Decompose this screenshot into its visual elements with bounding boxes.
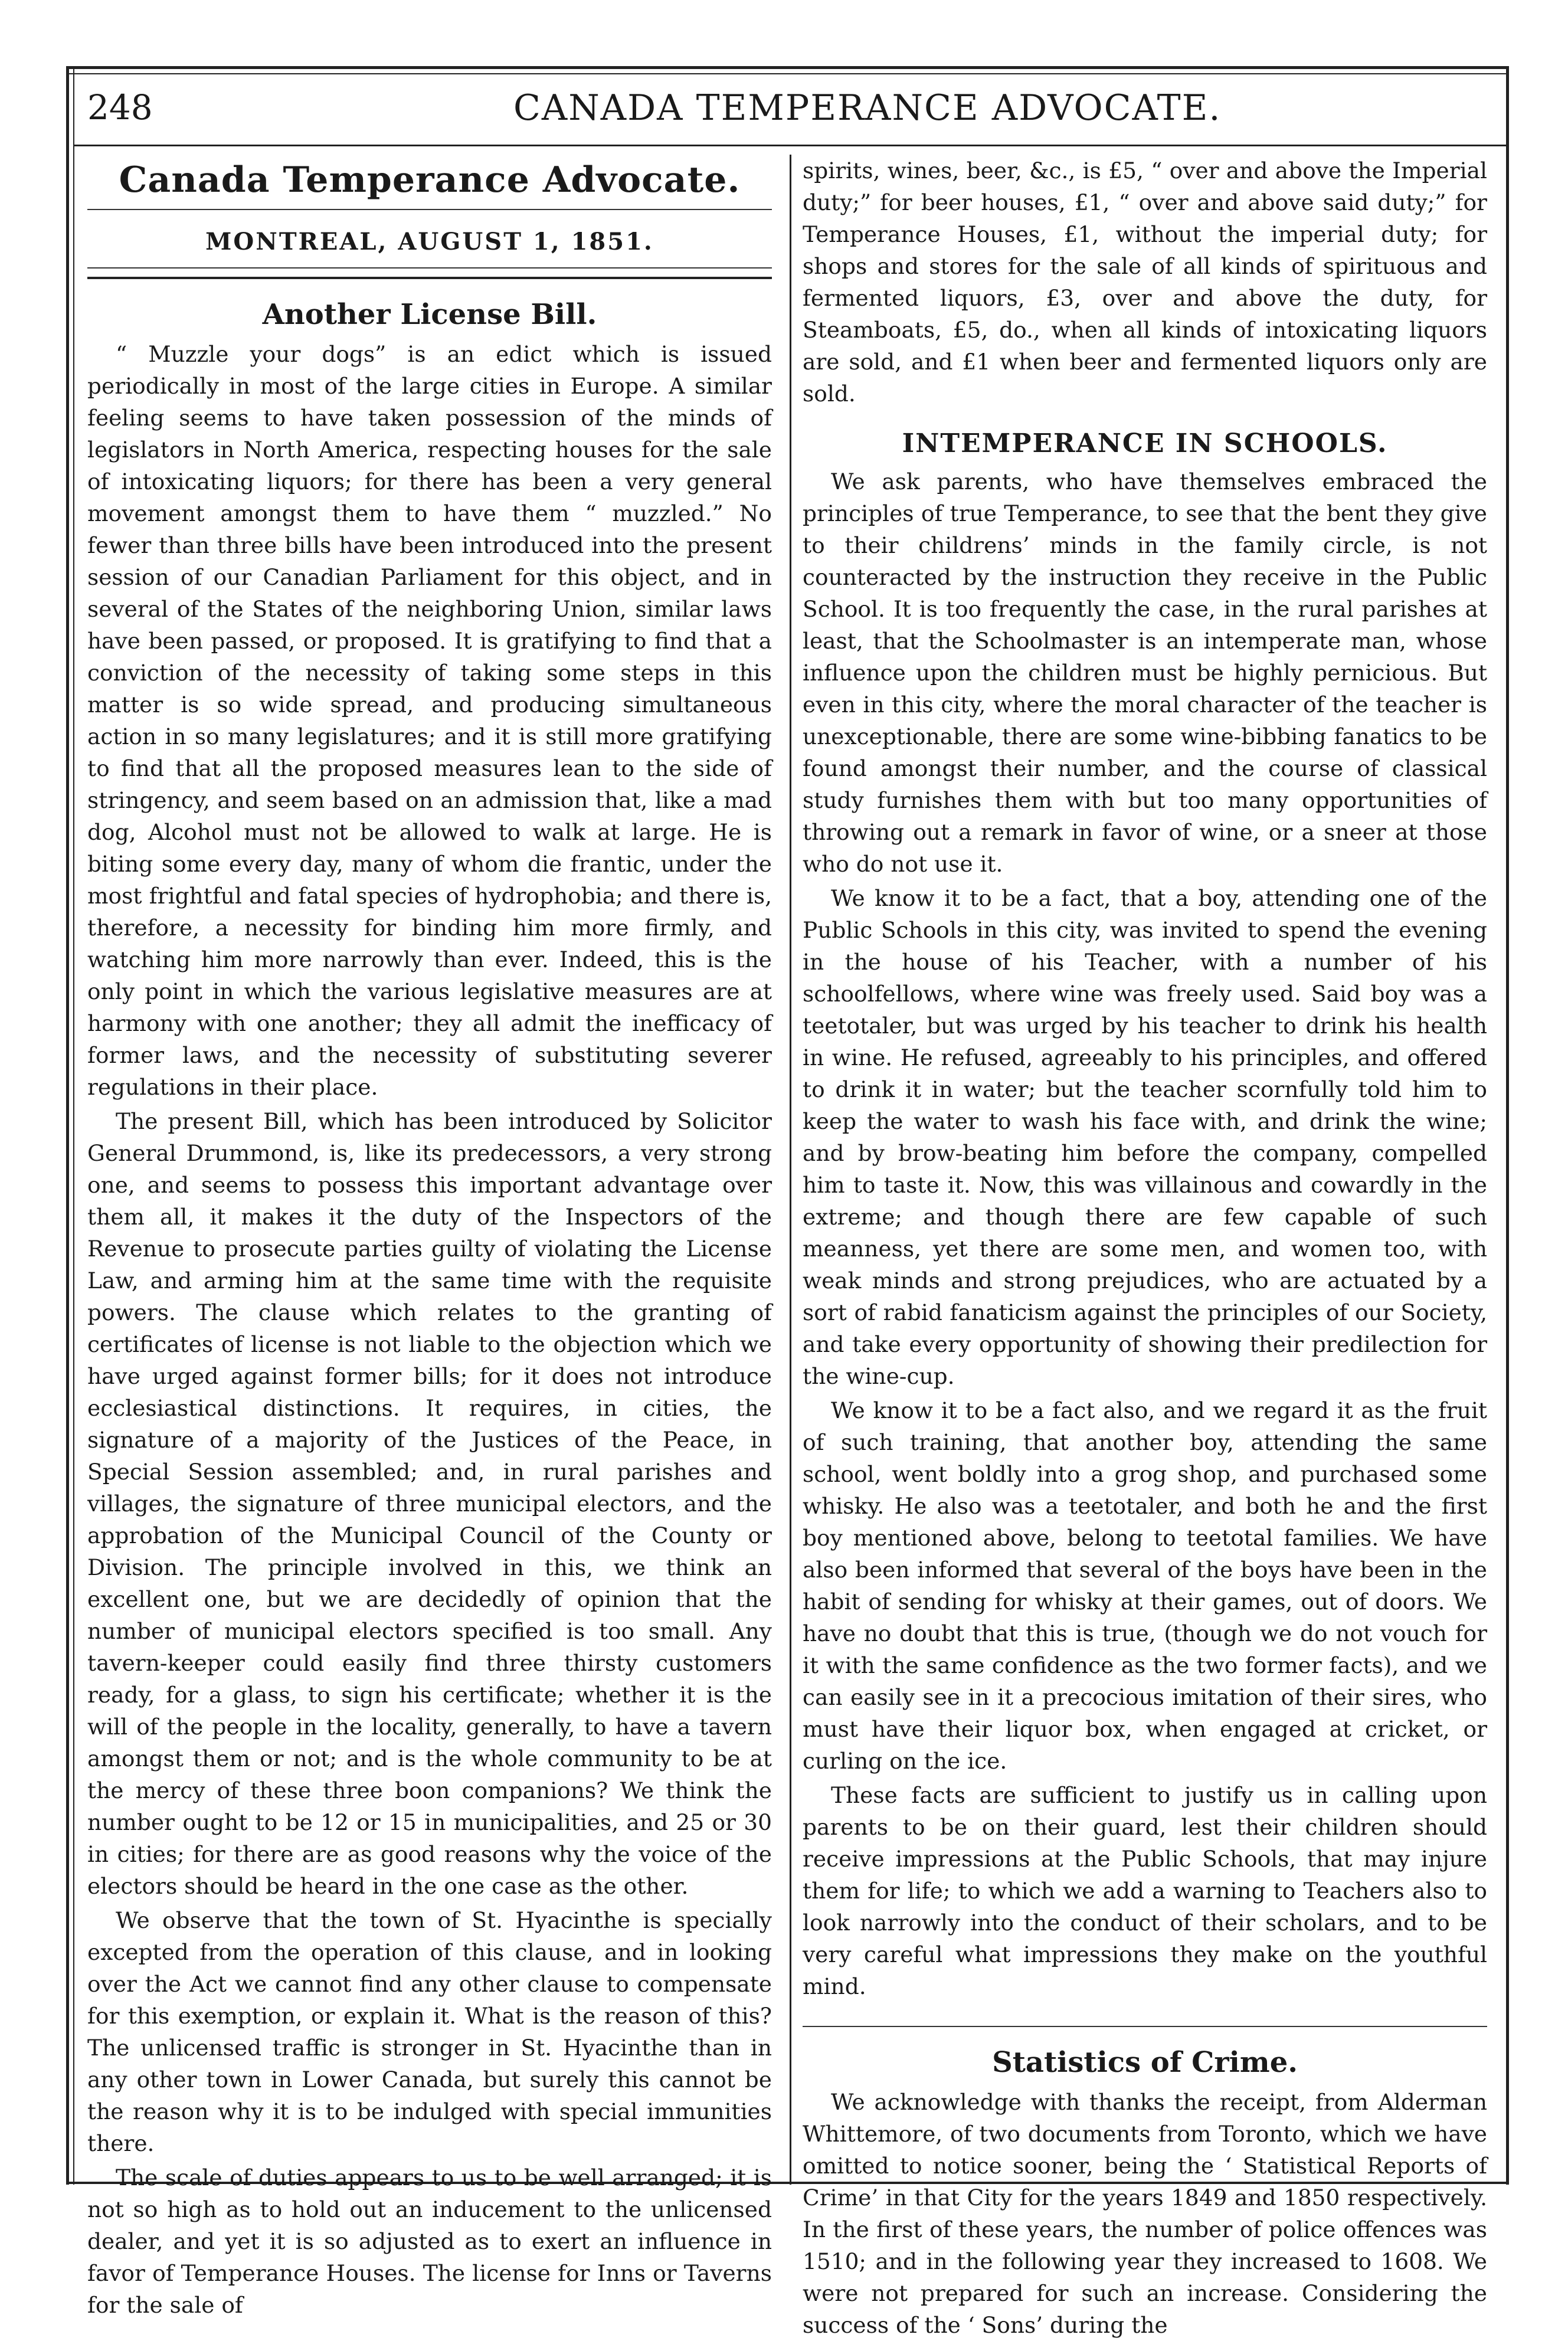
frame-top-rule <box>66 66 1509 69</box>
frame-left-rule <box>66 66 69 2185</box>
right-column <box>803 155 1487 2338</box>
header-rule <box>73 145 1509 146</box>
masthead-title: Canada Temperance Advocate. <box>119 159 741 201</box>
article-paragraph: The scale of duties appears to us to be well arranged; it is not so high as to hold out an inducement to the unlicensed dealer, and yet it is so adjusted as to exert an influence in favor of Temperance Houses. The license for Inns or Taverns for the sale of <box>87 2165 772 2318</box>
section-rule <box>803 2026 1487 2027</box>
column-divider <box>790 155 791 2185</box>
article-paragraph: These facts are sufficient to justify us in calling upon parents to be on their guard, lest their children should receive impressions at the Public Schools, that may injure them for life; to which we add a warning to Teachers also to look narrowly into the conduct of their scholars, and to be very careful what impressions they make on the youthful mind. <box>803 1782 1487 1999</box>
article-paragraph-continued: spirits, wines, beer, &c., is £5, “ over and above the Imperial duty;” for beer houses, £1, “ over and above said duty;” for Temperance Houses, £1, without the imperial duty; for shops and stores for the sale of all kinds of spirituous and fermented liquors, £3, over and above the duty, for Steamboats, £5, do., when all kinds of intoxicating liquors are sold, and £1 when beer and fermented liquors only are sold. <box>803 158 1487 407</box>
article-paragraph: We observe that the town of St. Hyacinthe is specially excepted from the operation of this clause, and in looking over the Act we cannot find any other clause to compensate for this exemption, or explain it. What is the reason of this? The unlicensed traffic is stronger in St. Hyacinthe than in any other town in Lower Canada, but surely this cannot be the reason why it is to be indulged with special immunities there. <box>87 1907 772 2156</box>
frame-top-rule-inner <box>66 73 1509 74</box>
article-paragraph: “ Muzzle your dogs” is an edict which is issued periodically in most of the large cities in Europe. A similar feeling seems to have taken possession of the minds of legislators in North America, respecting houses for the sale of intoxicating liquors; for there has been a very general movement amongst them to have them “ muzzled.” No fewer than three bills have been introduced into the present session of our Canadian Parliament for this object, and in several of the States of the neighboring Union, similar laws have been passed, or proposed. It is gratifying to find that a conviction of the necessity of taking some steps in this matter is so wide spread, and producing simultaneous action in so many legislatures; and it is still more gratifying to find that all the proposed measures lean to the side of stringency, and seem based on an admission that, like a mad dog, Alcohol must not be allowed to walk at large. He is biting some every day, many of whom die frantic, under the most frightful and fatal species of hydrophobia; and there is, therefore, a necessity for binding him more firmly, and watching him more narrowly than ever. Indeed, this is the only point in which the various legislative measures are at harmony with one another; they all admit the inefficacy of former laws, and the necessity of substituting severer regulations in their place. <box>87 341 772 1100</box>
article-heading-crime: Statistics of Crime. <box>992 2046 1298 2079</box>
article-heading-license-bill: Another License Bill. <box>262 298 597 331</box>
article-paragraph: The present Bill, which has been introduced by Solicitor General Drummond, is, like its predecessors, a very strong one, and seems to possess this important advantage over them all, it makes it the duty of the Inspectors of the Revenue to prosecute parties guilty of violating the License Law, and arming him at the same time with the requisite powers. The clause which relates to the granting of certificates of license is not liable to the objection which we have urged against former bills; for it does not introduce ecclesiastical distinctions. It requires, in cities, the signature of a majority of the Justices of the Peace, in Special Session assembled; and, in rural parishes and villages, the signature of three municipal electors, and the approbation of the Municipal Council of the County or Division. The principle involved in this, we think an excellent one, but we are decidedly of opinion that the number of municipal electors specified is too small. Any tavern-keeper could easily find three thirsty customers ready, for a glass, to sign his certificate; whether it is the will of the people in the locality, generally, to have a tavern amongst them or not; and is the whole community to be at the mercy of these three boon companions? We think the number ought to be 12 or 15 in municipalities, and 25 or 30 in cities; for there are as good reasons why the voice of the electors should be heard in the one case as the other. <box>87 1108 772 1899</box>
article-paragraph: We ask parents, who have themselves embraced the principles of true Temperance, to see that the bent they give to their childrens’ minds in the family circle, is not counteracted by the instruction they receive in the Public School. It is too frequently the case, in the rural parishes at least, that the Schoolmaster is an intemperate man, whose influence upon the children must be highly pernicious. But even in this city, where the moral character of the teacher is unexceptionable, there are some wine-bibbing fanatics to be found amongst their number, and the course of classical study furnishes them with but too many opportunities of throwing out a remark in favor of wine, or a sneer at those who do not use it. <box>803 469 1487 877</box>
article-heading-schools: INTEMPERANCE IN SCHOOLS. <box>902 428 1388 459</box>
frame-right-rule <box>1506 66 1509 2185</box>
article-paragraph: We know it to be a fact also, and we regard it as the fruit of such training, that another boy, attending the same school, went boldly into a grog shop, and purchased some whisky. He also was a teetotaler, and both he and the first boy mentioned above, belong to teetotal families. We have also been informed that several of the boys have been in the habit of sending for whisky at their games, out of doors. We have no doubt that this is true, (though we do not vouch for it with the same confidence as the two former facts), and we can easily see in it a precocious imitation of their sires, who must have their liquor box, when engaged at cricket, or curling on the ice. <box>803 1397 1487 1774</box>
masthead-rule <box>87 209 772 210</box>
running-title: CANADA TEMPERANCE ADVOCATE. <box>513 87 1222 129</box>
article-paragraph: We know it to be a fact, that a boy, attending one of the Public Schools in this city, was invited to spend the evening in the house of his Teacher, with a number of his schoolfellows, where wine was freely used. Said boy was a teetotaler, but was urged by his teacher to drink his health in wine. He refused, agreeably to his principles, and offered to drink it in water; but the teacher scornfully told him to keep the water to wash his face with, and drink the wine; and by brow-beating him before the company, compelled him to taste it. Now, this was villainous and cowardly in the extreme; and though there are few capable of such meanness, yet there are some men, and women too, with weak minds and strong prejudices, who are actuated by a sort of rabid fanaticism against the principles of our Society, and take every opportunity of showing their predilection for the wine-cup. <box>803 885 1487 1389</box>
dateline: MONTREAL, AUGUST 1, 1851. <box>205 228 654 256</box>
article-paragraph: We acknowledge with thanks the receipt, from Alderman Whittemore, of two documents from Toronto, which we have omitted to notice sooner, being the ‘ Statistical Reports of Crime’ in that City for the years 1849 and 1850 respectively. In the first of these years, the number of police offences was 1510; and in the following year they increased to 1608. We were not prepared for such an increase. Considering the success of the ‘ Sons’ during the <box>803 2089 1487 2338</box>
frame-left-rule-inner <box>73 66 74 2185</box>
dateline-rule-thin <box>87 267 772 269</box>
dateline-rule-thick <box>87 277 772 279</box>
page-number: 248 <box>87 87 153 127</box>
left-column <box>87 155 772 2318</box>
